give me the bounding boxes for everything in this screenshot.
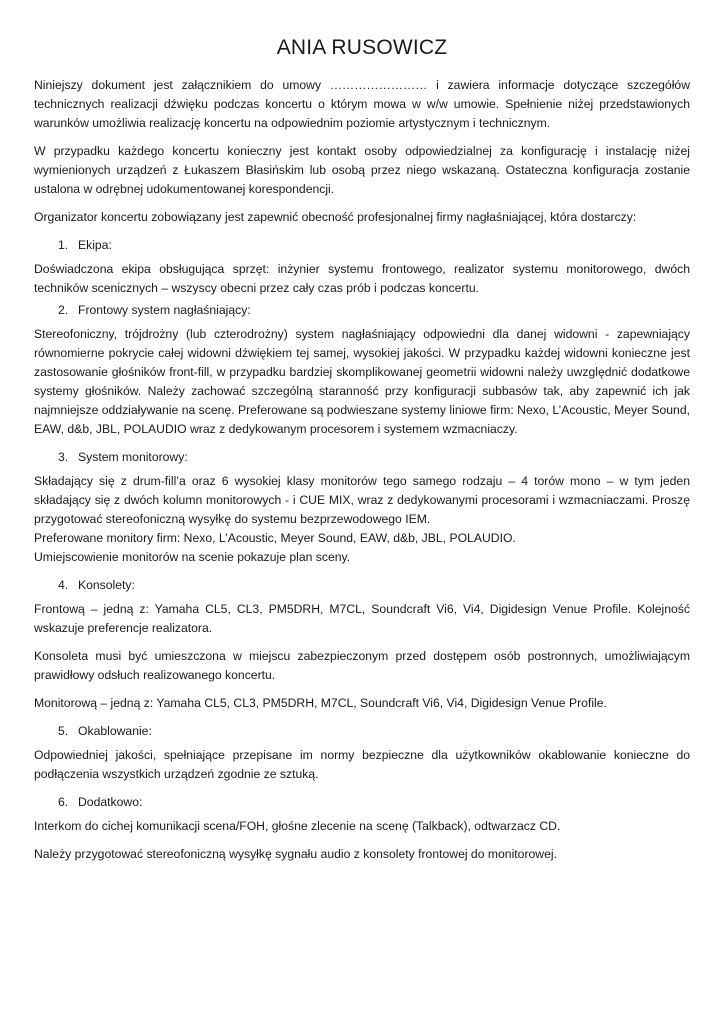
section-heading bbox=[34, 448, 690, 467]
document-page bbox=[34, 36, 690, 873]
section-heading bbox=[34, 576, 690, 595]
section-paragraph: Frontową – jedną z: Yamaha CL5, CL3, PM5DRH, M7CL, Soundcraft Vi6, Vi4, Digidesign Venue Profile. Kolejność wskazuje preferencje realizatora. bbox=[34, 602, 690, 635]
section-title: Ekipa: bbox=[78, 238, 112, 252]
document-title: ANIA RUSOWICZ bbox=[276, 36, 448, 59]
section-paragraph: Interkom do cichej komunikacji scena/FOH, głośne zlecenie na scenę (Talkback), odtwarzacz CD. bbox=[34, 819, 561, 833]
section-number: 1. bbox=[58, 238, 69, 252]
section-number: 5. bbox=[58, 724, 69, 738]
section-title: Okablowanie: bbox=[78, 724, 152, 738]
section-title: Dodatkowo: bbox=[78, 795, 143, 809]
intro-paragraph: Organizator koncertu zobowiązany jest zapewnić obecność profesjonalnej firmy nagłaśniającej, która dostarczy: bbox=[34, 210, 637, 224]
section-number: 3. bbox=[58, 450, 69, 464]
section-title: Konsolety: bbox=[78, 578, 135, 592]
section-paragraph: Należy przygotować stereofoniczną wysyłkę sygnału audio z konsolety frontowej do monitorowej. bbox=[34, 847, 557, 861]
section-lines bbox=[34, 529, 690, 567]
section-paragraph: Składający się z drum-fill’a oraz 6 wysokiej klasy monitorów tego samego rodzaju – 4 torów mono – w tym jeden składający się z dwóch kolumn monitorowych - i CUE MIX, wraz z dedykowanymi procesorami i wzmacniaczami. Proszę przygotować stereofoniczną wysyłkę do systemu bezprzewodowego IEM. bbox=[34, 474, 690, 526]
section-paragraph: Odpowiedniej jakości, spełniające przepisane im normy bezpieczne dla użytkowników okablowanie konieczne do podłączenia wszystkich urządzeń zgodnie ze sztuką. bbox=[34, 748, 690, 781]
intro-paragraph: Niniejszy dokument jest załącznikiem do umowy …………………… i zawiera informacje dotyczące szczegółów technicznych realizacji dźwięku podczas koncertu o którym mowa w w/w umowie. Spełnienie niżej przedstawionych warunków umożliwia realizację koncertu na odpowiednim poziomie artystycznym i technicznym. bbox=[34, 78, 690, 130]
section-number: 2. bbox=[58, 303, 69, 317]
intro-paragraph: W przypadku każdego koncertu konieczny jest kontakt osoby odpowiedzialnej za konfigurację i instalację niżej wymienionych urządzeń z Łukaszem Błasińskim lub osobą przez niego wskazaną. Ostateczna konfiguracja zostanie ustalona w odrębnej udokumentowanej korespondencji. bbox=[34, 144, 690, 196]
section-title: System monitorowy: bbox=[78, 450, 188, 464]
section-heading bbox=[34, 236, 690, 255]
section-paragraph: Monitorową – jedną z: Yamaha CL5, CL3, PM5DRH, M7CL, Soundcraft Vi6, Vi4, Digidesign Venue Profile. bbox=[34, 696, 607, 710]
section-number: 4. bbox=[58, 578, 69, 592]
section-heading bbox=[34, 301, 690, 320]
section-title: Frontowy system nagłaśniający: bbox=[78, 303, 251, 317]
section-heading bbox=[34, 793, 690, 812]
section-paragraph: Konsoleta musi być umieszczona w miejscu zabezpieczonym przed dostępem osób postronnych, umożliwiającym prawidłowy odsłuch realizowanego koncertu. bbox=[34, 649, 690, 682]
section-paragraph: Doświadczona ekipa obsługująca sprzęt: inżynier systemu frontowego, realizator systemu monitorowego, dwóch techników scenicznych – wszyscy obecni przez cały czas prób i podczas koncertu. bbox=[34, 262, 690, 295]
section-number: 6. bbox=[58, 795, 69, 809]
section-line: Preferowane monitory firm: Nexo, L’Acoustic, Meyer Sound, EAW, d&b, JBL, POLAUDIO. bbox=[34, 531, 516, 545]
section-heading bbox=[34, 722, 690, 741]
section-line: Umiejscowienie monitorów na scenie pokazuje plan sceny. bbox=[34, 550, 351, 564]
section-paragraph: Stereofoniczny, trójdrożny (lub czterodrożny) system nagłaśniający odpowiedni dla danej widowni - zapewniający równomierne pokrycie całej widowni dźwiękiem tej samej, wysokiej jakości. W przypadku każdej widowni konieczne jest zastosowanie głośników front-fill, w przypadku bardziej skomplikowanej geometrii widowni należy uwzględnić dodatkowe systemy głośników. Należy zachować szczególną staranność przy konfiguracji subbasów tak, aby zapewnić ich jak najmniejsze oddziaływanie na scenę. Preferowane są podwieszane systemy liniowe firm: Nexo, L’Acoustic, Meyer Sound, EAW, d&b, JBL, POLAUDIO wraz z dedykowanym procesorem i systemem wzmacniaczy. bbox=[34, 327, 690, 436]
